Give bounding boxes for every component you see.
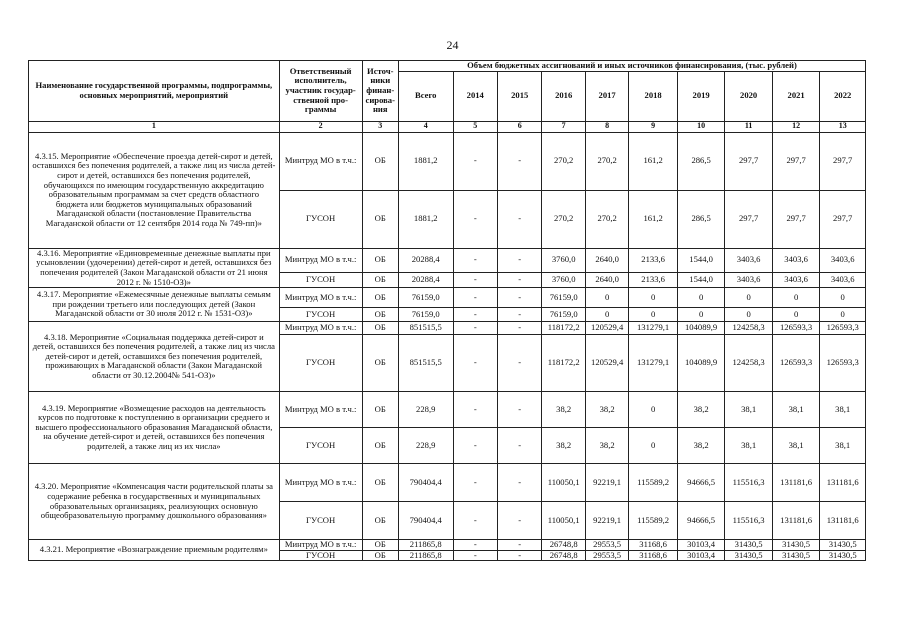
executor-cell: ГУСОН (279, 550, 362, 561)
source-cell: ОБ (362, 308, 398, 322)
total-cell: 211865,8 (398, 550, 453, 561)
value-cell: 76159,0 (542, 308, 585, 322)
value-cell: 124258,3 (725, 335, 773, 392)
executor-cell: Минтруд МО в т.ч.: (279, 392, 362, 428)
value-cell: 0 (772, 308, 820, 322)
header-year: 2018 (629, 71, 678, 121)
value-cell: - (453, 392, 497, 428)
value-cell: 118172,2 (542, 322, 585, 335)
header-year: 2020 (725, 71, 773, 121)
source-cell: ОБ (362, 132, 398, 190)
value-cell: - (497, 272, 541, 288)
table-body (29, 132, 866, 561)
value-cell: 297,7 (725, 190, 773, 248)
header-name: Наименование государственной программы, подпрограммы, основных мероприятий, мероприятий (29, 61, 280, 122)
table-row (29, 464, 866, 502)
total-cell: 851515,5 (398, 335, 453, 392)
value-cell: 31430,5 (820, 540, 866, 551)
value-cell: 38,2 (677, 428, 725, 464)
value-cell: 94666,5 (677, 464, 725, 502)
value-cell: - (497, 502, 541, 540)
executor-cell: ГУСОН (279, 308, 362, 322)
source-cell: ОБ (362, 335, 398, 392)
header-source: Источ- ники финан- сирова- ния (362, 61, 398, 122)
value-cell: 30103,4 (677, 540, 725, 551)
value-cell: 118172,2 (542, 335, 585, 392)
value-cell: 131181,6 (820, 464, 866, 502)
table-row (29, 392, 866, 428)
value-cell: 126593,3 (820, 322, 866, 335)
source-cell: ОБ (362, 392, 398, 428)
value-cell: 3403,6 (820, 272, 866, 288)
source-cell: ОБ (362, 190, 398, 248)
column-number: 2 (279, 121, 362, 132)
value-cell: 124258,3 (725, 322, 773, 335)
value-cell: 161,2 (629, 190, 678, 248)
column-number: 3 (362, 121, 398, 132)
value-cell: 92219,1 (585, 502, 628, 540)
value-cell: - (453, 428, 497, 464)
page-number: 24 (446, 38, 459, 52)
value-cell: - (497, 335, 541, 392)
executor-cell: Минтруд МО в т.ч.: (279, 132, 362, 190)
value-cell: 0 (725, 288, 773, 308)
value-cell: 31430,5 (772, 550, 820, 561)
value-cell: 1544,0 (677, 272, 725, 288)
total-cell: 76159,0 (398, 308, 453, 322)
value-cell: 126593,3 (772, 335, 820, 392)
value-cell: - (453, 308, 497, 322)
value-cell: - (453, 464, 497, 502)
total-cell: 1881,2 (398, 190, 453, 248)
value-cell: 26748,8 (542, 540, 585, 551)
value-cell: 270,2 (585, 132, 628, 190)
column-number: 6 (497, 121, 541, 132)
value-cell: 2133,6 (629, 248, 678, 272)
value-cell: 0 (629, 288, 678, 308)
value-cell: 3760,0 (542, 272, 585, 288)
budget-table (28, 60, 866, 561)
header-year: 2014 (453, 71, 497, 121)
value-cell: 38,1 (772, 428, 820, 464)
value-cell: 38,1 (820, 392, 866, 428)
value-cell: 38,1 (772, 392, 820, 428)
value-cell: 297,7 (820, 132, 866, 190)
value-cell: 120529,4 (585, 335, 628, 392)
value-cell: 3403,6 (820, 248, 866, 272)
executor-cell: Минтруд МО в т.ч.: (279, 464, 362, 502)
value-cell: - (453, 322, 497, 335)
column-number: 9 (629, 121, 678, 132)
value-cell: 31430,5 (820, 550, 866, 561)
value-cell: 110050,1 (542, 464, 585, 502)
source-cell: ОБ (362, 464, 398, 502)
total-cell: 228,9 (398, 392, 453, 428)
column-number: 13 (820, 121, 866, 132)
source-cell: ОБ (362, 428, 398, 464)
column-number: 7 (542, 121, 585, 132)
value-cell: 115516,3 (725, 502, 773, 540)
value-cell: 29553,5 (585, 550, 628, 561)
value-cell: 2133,6 (629, 272, 678, 288)
value-cell: 110050,1 (542, 502, 585, 540)
value-cell: - (497, 322, 541, 335)
column-number: 4 (398, 121, 453, 132)
header-year: 2021 (772, 71, 820, 121)
header-total: Всего (398, 71, 453, 121)
value-cell: 0 (820, 288, 866, 308)
total-cell: 790404,4 (398, 502, 453, 540)
value-cell: 126593,3 (820, 335, 866, 392)
value-cell: 115589,2 (629, 464, 678, 502)
value-cell: 0 (585, 288, 628, 308)
executor-cell: ГУСОН (279, 502, 362, 540)
value-cell: 0 (772, 288, 820, 308)
value-cell: 115516,3 (725, 464, 773, 502)
value-cell: 286,5 (677, 132, 725, 190)
executor-cell: Минтруд МО в т.ч.: (279, 248, 362, 272)
column-number: 8 (585, 121, 628, 132)
header-volume: Объем бюджетных ассигнований и иных источников финансирования, (тыс. рублей) (398, 61, 865, 72)
total-cell: 1881,2 (398, 132, 453, 190)
column-number-row (29, 121, 866, 132)
value-cell: - (453, 248, 497, 272)
value-cell: 270,2 (542, 190, 585, 248)
value-cell: 38,2 (585, 392, 628, 428)
header-year: 2017 (585, 71, 628, 121)
value-cell: 92219,1 (585, 464, 628, 502)
total-cell: 851515,5 (398, 322, 453, 335)
value-cell: 38,1 (725, 392, 773, 428)
source-cell: ОБ (362, 540, 398, 551)
header-year: 2015 (497, 71, 541, 121)
table-row (29, 322, 866, 335)
header-executor: Ответственный исполнитель, участник государ- ственной про- граммы (279, 61, 362, 122)
value-cell: 104089,9 (677, 335, 725, 392)
column-number: 1 (29, 121, 280, 132)
column-number: 11 (725, 121, 773, 132)
value-cell: 3403,6 (772, 248, 820, 272)
value-cell: - (453, 502, 497, 540)
value-cell: 31430,5 (725, 540, 773, 551)
value-cell: - (497, 132, 541, 190)
source-cell: ОБ (362, 502, 398, 540)
total-cell: 228,9 (398, 428, 453, 464)
executor-cell: ГУСОН (279, 335, 362, 392)
value-cell: - (497, 248, 541, 272)
measure-name: 4.3.18. Мероприятие «Социальная поддержка детей-сирот и детей, оставшихся без попечения родителей, а также лиц из числа детей-сирот и детей, оставшихся без попечения родителей, проживающих в Магаданской области (Закон Магаданской области от 30.12.2004№ 541-ОЗ)» (29, 322, 280, 392)
value-cell: 0 (677, 288, 725, 308)
executor-cell: Минтруд МО в т.ч.: (279, 288, 362, 308)
table-row (29, 132, 866, 190)
header-year: 2016 (542, 71, 585, 121)
value-cell: 2640,0 (585, 272, 628, 288)
header-year: 2022 (820, 71, 866, 121)
value-cell: 286,5 (677, 190, 725, 248)
value-cell: 2640,0 (585, 248, 628, 272)
value-cell: 297,7 (772, 190, 820, 248)
total-cell: 76159,0 (398, 288, 453, 308)
value-cell: 3403,6 (725, 248, 773, 272)
value-cell: - (453, 272, 497, 288)
value-cell: 31168,6 (629, 540, 678, 551)
value-cell: 31430,5 (772, 540, 820, 551)
value-cell: 38,2 (677, 392, 725, 428)
column-number: 10 (677, 121, 725, 132)
value-cell: - (453, 288, 497, 308)
value-cell: 0 (629, 428, 678, 464)
executor-cell: Минтруд МО в т.ч.: (279, 540, 362, 551)
value-cell: 3403,6 (725, 272, 773, 288)
measure-name: 4.3.19. Мероприятие «Возмещение расходов на деятельность курсов по подготовке к поступлению в организации среднего и высшего профессионального образования Магаданской области, на обучение детей-сирот и детей, оставшихся без попечения родителей, а также лиц из их числа» (29, 392, 280, 464)
measure-name: 4.3.21. Мероприятие «Вознаграждение приемным родителям» (29, 540, 280, 561)
value-cell: - (453, 335, 497, 392)
total-cell: 211865,8 (398, 540, 453, 551)
value-cell: 131279,1 (629, 322, 678, 335)
source-cell: ОБ (362, 322, 398, 335)
value-cell: 38,1 (820, 428, 866, 464)
column-number: 5 (453, 121, 497, 132)
value-cell: 38,2 (542, 392, 585, 428)
value-cell: - (497, 428, 541, 464)
value-cell: 0 (629, 392, 678, 428)
value-cell: 297,7 (820, 190, 866, 248)
value-cell: - (497, 392, 541, 428)
value-cell: 0 (629, 308, 678, 322)
table-row (29, 248, 866, 272)
measure-name: 4.3.17. Мероприятие «Ежемесячные денежные выплаты семьям при рождении третьего или последующих детей (Закон Магаданской области от 30 июля 2012 г. № 1531-ОЗ)» (29, 288, 280, 322)
value-cell: - (497, 288, 541, 308)
value-cell: 297,7 (725, 132, 773, 190)
value-cell: - (497, 550, 541, 561)
value-cell: 31168,6 (629, 550, 678, 561)
value-cell: - (453, 540, 497, 551)
value-cell: 26748,8 (542, 550, 585, 561)
value-cell: - (497, 190, 541, 248)
total-cell: 20288,4 (398, 272, 453, 288)
table-row (29, 540, 866, 551)
value-cell: 3760,0 (542, 248, 585, 272)
value-cell: 120529,4 (585, 322, 628, 335)
value-cell: - (453, 550, 497, 561)
source-cell: ОБ (362, 550, 398, 561)
value-cell: 76159,0 (542, 288, 585, 308)
value-cell: 131181,6 (820, 502, 866, 540)
value-cell: 38,2 (585, 428, 628, 464)
value-cell: 131181,6 (772, 502, 820, 540)
value-cell: 0 (677, 308, 725, 322)
value-cell: 126593,3 (772, 322, 820, 335)
value-cell: 30103,4 (677, 550, 725, 561)
value-cell: 38,2 (542, 428, 585, 464)
value-cell: 0 (585, 308, 628, 322)
value-cell: 31430,5 (725, 550, 773, 561)
source-cell: ОБ (362, 272, 398, 288)
value-cell: - (453, 190, 497, 248)
column-number: 12 (772, 121, 820, 132)
value-cell: 270,2 (585, 190, 628, 248)
value-cell: 131181,6 (772, 464, 820, 502)
source-cell: ОБ (362, 248, 398, 272)
measure-name: 4.3.15. Мероприятие «Обеспечение проезда детей-сирот и детей, оставшихся без попечения родителей, а также лиц из числа детей-сирот и детей, оставшихся без попечения родителей, обучающихся по имеющим государственную аккредитацию образовательным программам за счет средств областного бюджета или бюджетов муниципальных образований Магаданской области (постановление Правительства Магаданской области от 12 сентября 2014 года № 749-пп)» (29, 132, 280, 248)
value-cell: 3403,6 (772, 272, 820, 288)
value-cell: 104089,9 (677, 322, 725, 335)
value-cell: 115589,2 (629, 502, 678, 540)
value-cell: - (497, 540, 541, 551)
value-cell: 94666,5 (677, 502, 725, 540)
value-cell: 0 (820, 308, 866, 322)
value-cell: - (497, 464, 541, 502)
measure-name: 4.3.20. Мероприятие «Компенсация части родительской платы за содержание ребенка в государственных и муниципальных образовательных организациях, реализующих основную общеобразовательную программу дошкольного образования» (29, 464, 280, 540)
executor-cell: Минтруд МО в т.ч.: (279, 322, 362, 335)
source-cell: ОБ (362, 288, 398, 308)
executor-cell: ГУСОН (279, 428, 362, 464)
value-cell: 1544,0 (677, 248, 725, 272)
measure-name: 4.3.16. Мероприятие «Единовременные денежные выплаты при усыновлении (удочерении) детей-сирот и детей, оставшихся без попечения родителей (Закон Магаданской области от 21 июня 2012 г. № 1510-ОЗ)» (29, 248, 280, 288)
header-year: 2019 (677, 71, 725, 121)
value-cell: - (453, 132, 497, 190)
value-cell: 161,2 (629, 132, 678, 190)
total-cell: 790404,4 (398, 464, 453, 502)
value-cell: 270,2 (542, 132, 585, 190)
value-cell: 29553,5 (585, 540, 628, 551)
table-row (29, 288, 866, 308)
executor-cell: ГУСОН (279, 272, 362, 288)
value-cell: 297,7 (772, 132, 820, 190)
total-cell: 20288,4 (398, 248, 453, 272)
value-cell: 38,1 (725, 428, 773, 464)
value-cell: - (497, 308, 541, 322)
value-cell: 131279,1 (629, 335, 678, 392)
executor-cell: ГУСОН (279, 190, 362, 248)
value-cell: 0 (725, 308, 773, 322)
